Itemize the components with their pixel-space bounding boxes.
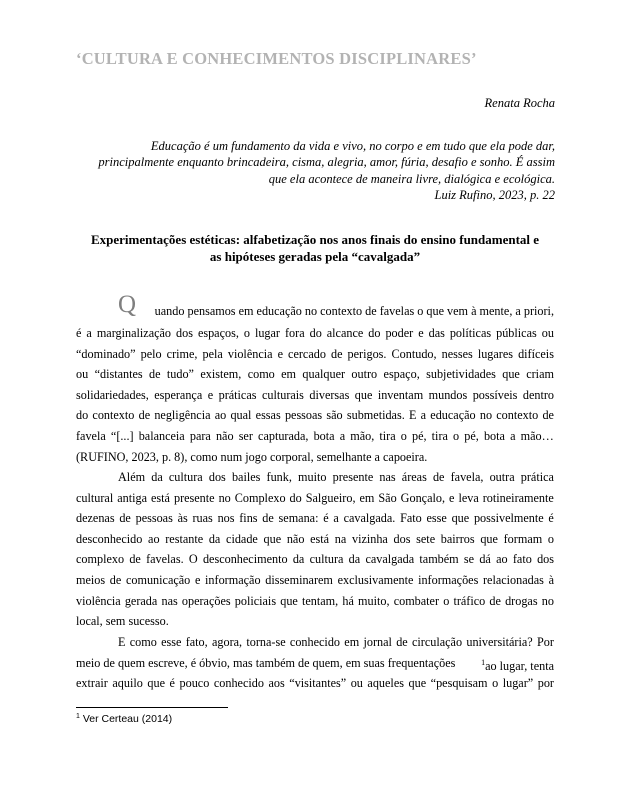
word: violência: [227, 346, 273, 361]
word: violência: [76, 593, 121, 608]
word: não: [215, 428, 234, 443]
word: negligência: [154, 408, 211, 423]
word: que: [354, 387, 373, 402]
word: comunicação: [125, 572, 191, 587]
text-segment: [481, 653, 554, 674]
word: como: [129, 635, 157, 649]
word: marginalização: [96, 326, 172, 340]
word: bota: [483, 428, 505, 443]
word: e: [277, 346, 283, 361]
word: presente: [332, 470, 374, 484]
word: como: [247, 367, 275, 382]
word: o: [400, 428, 407, 443]
word: cidade: [226, 531, 258, 546]
word: do: [289, 490, 302, 505]
word: cavalgada: [365, 552, 415, 567]
text-line-with-footnote: [76, 653, 554, 674]
word: Complexo: [234, 490, 286, 505]
word: lugar”: [502, 676, 534, 691]
word: submetidas.: [346, 408, 405, 423]
word: pessoas: [284, 408, 323, 423]
word: extrair: [76, 676, 108, 691]
word: cultura: [168, 470, 203, 484]
word: dos: [393, 531, 411, 546]
word: a: [86, 326, 92, 340]
word: “distantes: [94, 367, 143, 382]
word: é: [76, 326, 82, 340]
word: complexo: [76, 552, 125, 567]
word: favelas.: [146, 552, 184, 567]
text-segment: meio de quem escreve, é óbvio, mas também de quem, em suas frequentações: [76, 655, 456, 670]
word: públicas: [496, 326, 537, 340]
word: muito: [298, 470, 327, 484]
word: restante: [165, 531, 204, 546]
word: circulação: [411, 635, 463, 649]
word: agora,: [211, 635, 243, 649]
word: informação: [205, 572, 261, 587]
word: essas: [255, 408, 281, 423]
word: a: [420, 408, 427, 423]
word: gerada: [124, 593, 158, 608]
word: Além: [118, 470, 146, 484]
word: cercado: [288, 346, 326, 361]
word: se: [463, 552, 475, 567]
word: esse: [426, 511, 447, 526]
word: bailes: [231, 470, 261, 484]
word: Por: [536, 635, 554, 649]
word: nas: [379, 470, 396, 484]
word: em: [281, 367, 297, 382]
word: de: [489, 593, 501, 608]
word: em: [344, 635, 360, 649]
word: tira: [431, 428, 448, 443]
word: vizinha: [351, 531, 388, 546]
word: ou: [350, 676, 363, 691]
word: disseminarem: [265, 572, 333, 587]
text-line: [76, 467, 554, 488]
word: rotineiramente: [482, 490, 554, 505]
word: da: [292, 552, 305, 567]
word: E: [118, 635, 126, 649]
word: perigos.: [347, 346, 387, 361]
word: jornal: [363, 635, 392, 649]
word: há: [342, 593, 354, 608]
word: formam: [503, 531, 543, 546]
word: operações: [181, 593, 231, 608]
word: capturada,: [258, 428, 309, 443]
word: tudo”: [166, 367, 194, 382]
footnote-separator: [76, 707, 228, 708]
word: do: [368, 326, 381, 340]
word: pelo: [140, 346, 162, 361]
word: bota: [313, 428, 335, 443]
word: leva: [458, 490, 479, 505]
word: culturais: [261, 387, 304, 402]
word: da: [348, 552, 361, 567]
word: aos: [268, 676, 285, 691]
word: “[...]: [110, 428, 134, 443]
word: o: [547, 531, 554, 546]
word: ou: [76, 367, 89, 382]
word: dos: [208, 470, 226, 484]
article-heading: [76, 231, 554, 265]
word: aqueles: [367, 676, 404, 691]
word: outro: [351, 367, 378, 382]
word: muito,: [358, 593, 390, 608]
word: nesses: [441, 346, 473, 361]
word: políticas: [449, 326, 492, 340]
heading-line: as hipóteses geradas pela “cavalgada”: [209, 249, 421, 264]
word: de: [138, 408, 151, 423]
word: “visitantes”: [289, 676, 347, 691]
word: à: [548, 572, 554, 587]
word: não: [286, 531, 305, 546]
epigraph-citation: Luiz Rufino, 2023, p. 22: [434, 187, 555, 202]
word: ser: [238, 428, 253, 443]
word: pela: [202, 346, 223, 361]
word: subjetividades: [426, 367, 496, 382]
word: de: [542, 408, 554, 423]
paragraph-3: [76, 632, 554, 694]
word: de: [129, 552, 141, 567]
word: de: [396, 635, 408, 649]
word: de: [330, 346, 343, 361]
word: para: [189, 428, 211, 443]
word: ou: [541, 326, 554, 340]
epigraph-line: Educação é um fundamento da vida e vivo, no corpo e em tudo que ela pode dar,: [150, 139, 555, 153]
text-line: [76, 364, 554, 385]
word: educação: [430, 408, 476, 423]
word: diversas: [309, 387, 350, 402]
word: nas: [161, 593, 178, 608]
drop-cap: Q: [118, 291, 137, 318]
word: meios: [76, 572, 106, 587]
word: policiais: [234, 593, 277, 608]
word: a: [339, 428, 346, 443]
text-line: [76, 488, 554, 509]
word: aquilo: [112, 676, 143, 691]
word: de: [432, 470, 445, 484]
word: tráfico: [453, 593, 486, 608]
text-line: [76, 405, 554, 426]
word: possivelmente: [473, 511, 544, 526]
word: está: [151, 490, 170, 505]
word: de: [109, 572, 122, 587]
epigraph-line: principalmente enquanto brincadeira, cisma, alegria, amor, fúria, desafio e sonho. É assim: [98, 155, 555, 170]
word: torna-se: [246, 635, 286, 649]
section-title: ‘CULTURA E CONHECIMENTOS DISCIPLINARES’: [76, 49, 477, 68]
word: dezenas: [76, 511, 115, 526]
word: mão,: [350, 428, 375, 443]
word: dentro: [522, 387, 554, 402]
word: fins: [239, 511, 258, 526]
word: pouco: [179, 676, 210, 691]
word: conhecido: [289, 635, 341, 649]
word: fato,: [185, 635, 208, 649]
word: Contudo,: [391, 346, 437, 361]
word: o: [492, 676, 499, 691]
text-line: [76, 673, 554, 694]
word: O: [188, 552, 198, 567]
word: na: [334, 531, 347, 546]
word: favela,: [450, 470, 484, 484]
footnote-marker: 1: [76, 713, 80, 720]
word: mundos: [428, 387, 468, 402]
heading-line: Experimentações estéticas: alfabetização nos anos finais do ensino fundamental e: [90, 232, 540, 247]
word: drogas: [505, 593, 538, 608]
text-line: (RUFINO, 2023, p. 8), como num jogo corporal, semelhante a capoeira.: [76, 449, 428, 464]
word: da: [208, 531, 221, 546]
word: nos: [217, 511, 235, 526]
word: presente: [173, 490, 215, 505]
word: está: [310, 531, 330, 546]
word: e: [194, 572, 201, 587]
word: esperança: [154, 387, 203, 402]
word: às: [177, 511, 188, 526]
word: contexto: [92, 408, 135, 423]
word: “pesquisam: [430, 676, 488, 691]
word: balanceia: [138, 428, 185, 443]
word: inventam: [377, 387, 424, 402]
word: poder: [385, 326, 414, 340]
word: contexto: [496, 408, 539, 423]
word: esse: [161, 635, 182, 649]
word: ao: [148, 531, 160, 546]
text-line: [76, 344, 554, 365]
word: Salgueiro,: [305, 490, 356, 505]
paragraph-first-line: [76, 291, 554, 321]
word: da: [151, 470, 163, 484]
word: o: [443, 593, 450, 608]
text-line: [76, 529, 554, 550]
word: no: [479, 408, 493, 423]
word: qualquer: [302, 367, 346, 382]
first-line-text: uando pensamos em educação no contexto de favelas o que vem à mente, a priori,: [154, 304, 554, 318]
word: funk,: [266, 470, 292, 484]
word: sete: [416, 531, 436, 546]
word: no: [218, 490, 231, 505]
word: prática: [520, 470, 554, 484]
word: conhecido: [213, 676, 264, 691]
word: outra: [489, 470, 515, 484]
word: difíceis: [518, 346, 554, 361]
word: que: [147, 676, 165, 691]
word: é: [323, 511, 329, 526]
word: é: [169, 676, 175, 691]
word: dos: [537, 552, 554, 567]
word: relacionadas: [483, 572, 544, 587]
text-line: [76, 549, 554, 570]
word: são: [326, 408, 343, 423]
word: e: [418, 326, 424, 340]
word: de: [262, 511, 274, 526]
text-line: [76, 632, 554, 653]
word: que: [480, 531, 498, 546]
word: de: [149, 367, 161, 382]
word: exclusivamente: [337, 572, 414, 587]
word: do: [76, 408, 89, 423]
word: o: [243, 326, 250, 340]
word: solidariedades,: [76, 387, 149, 402]
word: é: [548, 511, 554, 526]
epigraph: [75, 138, 555, 203]
text-line: local, sem sucesso.: [76, 614, 169, 629]
word: a: [333, 511, 339, 526]
word: lugares: [477, 346, 514, 361]
word: combater: [393, 593, 440, 608]
word: áreas: [401, 470, 427, 484]
word: práticas: [218, 387, 257, 402]
word: de: [119, 511, 131, 526]
word: favela: [76, 428, 106, 443]
word: tentam,: [301, 593, 339, 608]
word: espaços,: [197, 326, 239, 340]
word: antiga: [117, 490, 148, 505]
word: lugar: [254, 326, 280, 340]
word: possíveis: [472, 387, 518, 402]
word: e: [207, 387, 214, 402]
word: que: [408, 676, 427, 691]
word: ao: [214, 408, 227, 423]
text-segment: ao lugar, tenta: [485, 658, 554, 673]
word: qual: [230, 408, 252, 423]
word: também: [419, 552, 459, 567]
word: desconhecimento: [202, 552, 288, 567]
epigraph-line: que ela acontece de maneira livre, dialógica e ecológica.: [268, 171, 555, 186]
word: dos: [176, 326, 193, 340]
text-line: [76, 426, 554, 447]
word: e: [449, 490, 455, 505]
word: existem,: [200, 367, 242, 382]
text-line: [76, 591, 554, 612]
word: universitária?: [466, 635, 533, 649]
footnote-text: Ver Certeau (2014): [82, 713, 173, 725]
footnote-reference[interactable]: 1: [481, 657, 486, 667]
word: São: [378, 490, 397, 505]
word: ruas: [192, 511, 213, 526]
word: em: [359, 490, 375, 505]
word: espaço,: [383, 367, 420, 382]
word: fora: [284, 326, 305, 340]
word: que: [451, 511, 470, 526]
word: das: [428, 326, 445, 340]
word: pé,: [411, 428, 427, 443]
word: ao: [496, 552, 508, 567]
word: mão…: [520, 428, 554, 443]
word: que: [280, 593, 298, 608]
word: cavalgada.: [343, 511, 396, 526]
text-line: [76, 570, 554, 591]
word: que: [263, 531, 282, 546]
text-line: [76, 385, 554, 406]
word: do: [309, 326, 322, 340]
word: cultural: [76, 490, 114, 505]
word: Gonçalo,: [400, 490, 446, 505]
footnote: [76, 713, 172, 725]
word: cultura: [309, 552, 344, 567]
word: o: [453, 428, 460, 443]
word: fato: [512, 552, 532, 567]
paragraph-2: [76, 467, 554, 632]
author-name: Renata Rocha: [484, 96, 555, 110]
word: pé,: [464, 428, 479, 443]
word: criam: [526, 367, 554, 382]
word: E: [408, 408, 417, 423]
word: semana:: [278, 511, 319, 526]
word: a: [510, 428, 516, 443]
paragraph-1: [76, 323, 554, 467]
word: “dominado”: [76, 346, 136, 361]
word: informações: [418, 572, 479, 587]
text-line: [76, 323, 554, 344]
word: Fato: [400, 511, 422, 526]
word: por: [537, 676, 554, 691]
word: dá: [479, 552, 491, 567]
text-line: [76, 508, 554, 529]
word: no: [541, 593, 554, 608]
word: bairros: [440, 531, 475, 546]
word: que: [502, 367, 520, 382]
word: alcance: [326, 326, 364, 340]
word: crime,: [166, 346, 198, 361]
word: desconhecido: [76, 531, 143, 546]
word: tira: [379, 428, 396, 443]
word: pessoas: [135, 511, 173, 526]
